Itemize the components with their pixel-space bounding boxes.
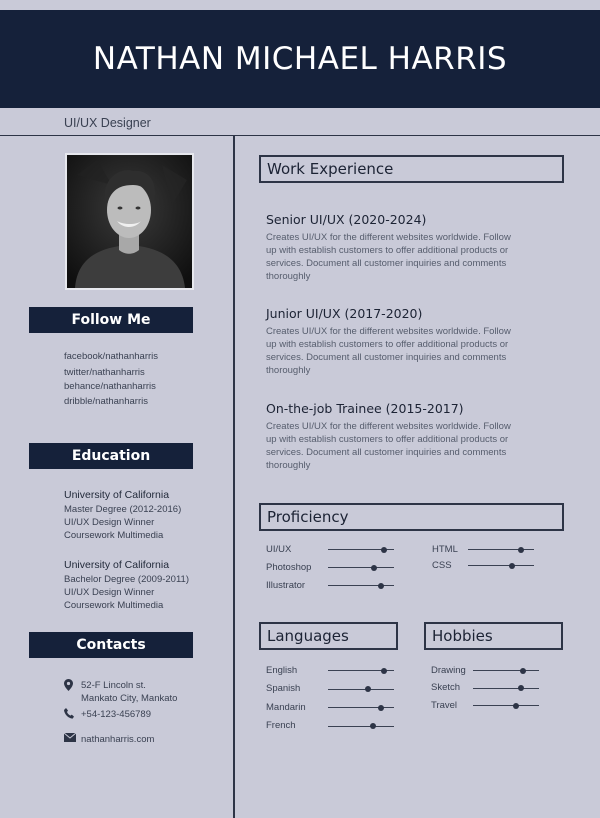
address-line-2: Mankato City, Mankato	[81, 693, 178, 704]
job-title: Junior UI/UX (2017-2020)	[266, 306, 423, 321]
proficiency-title: Proficiency	[259, 503, 564, 531]
skill-level-slider	[328, 707, 394, 708]
skill-name: French	[266, 720, 296, 731]
skill-level-knob	[378, 705, 384, 711]
skill-label	[432, 542, 458, 556]
work-experience-title: Work Experience	[259, 155, 564, 183]
job-role: UI/UX Designer	[64, 116, 151, 130]
skill-level-slider	[468, 549, 534, 550]
skill-label	[266, 663, 297, 677]
skill-level-knob	[371, 565, 377, 571]
skill-level-slider	[328, 689, 394, 690]
envelope-icon	[64, 733, 76, 746]
skill-label	[431, 663, 466, 677]
social-link-behance[interactable]: behance/nathanharris	[64, 381, 156, 392]
skill-level-slider	[328, 567, 394, 568]
job-description-line: services. Document all customer inquiries and comments	[266, 258, 507, 269]
job-description-line: Creates UI/UX for the different websites worldwide. Follow	[266, 421, 511, 432]
top-band	[0, 0, 600, 10]
email-address[interactable]: nathanharris.com	[81, 734, 155, 745]
degree: Bachelor Degree (2009-2011)	[64, 574, 189, 585]
coursework: Coursework Multimedia	[64, 600, 164, 611]
contact-phone	[64, 708, 151, 723]
school-name: University of California	[64, 559, 170, 571]
vertical-divider	[233, 135, 235, 818]
skill-name: Sketch	[431, 682, 461, 693]
skill-level-slider	[473, 670, 539, 671]
contact-address	[64, 679, 177, 705]
skill-label	[431, 698, 457, 712]
skill-level-knob	[365, 686, 371, 692]
job-description-line: up with establish customers to offer additional products or	[266, 339, 509, 350]
skill-name: English	[266, 664, 298, 676]
job-description-line: Creates UI/UX for the different websites worldwide. Follow	[266, 326, 511, 337]
map-pin-icon	[64, 679, 76, 695]
skill-level-slider	[328, 670, 394, 671]
skill-label	[266, 719, 296, 733]
skill-name: Drawing	[431, 664, 466, 676]
job-description-line: thoroughly	[266, 365, 311, 376]
profile-photo	[65, 153, 194, 290]
skill-label	[432, 558, 452, 572]
skill-label	[266, 542, 291, 556]
languages-title: Languages	[259, 622, 398, 650]
skill-name: Mandarin	[266, 701, 306, 713]
phone-number[interactable]: +54-123-456789	[81, 709, 151, 720]
skill-name: CSS	[432, 559, 452, 571]
skill-level-knob	[381, 668, 387, 674]
full-name: NATHAN MICHAEL HARRIS	[92, 41, 508, 77]
skill-level-knob	[518, 547, 524, 553]
skill-level-knob	[381, 547, 387, 553]
job-entry	[266, 401, 526, 472]
degree: Master Degree (2012-2016)	[64, 504, 182, 515]
skill-name: Spanish	[266, 683, 301, 694]
skill-level-slider	[328, 585, 394, 586]
skill-level-knob	[518, 685, 524, 691]
horizontal-divider	[0, 135, 600, 136]
job-entry	[266, 212, 526, 283]
social-link-twitter[interactable]: twitter/nathanharris	[64, 367, 145, 378]
skill-label	[431, 681, 460, 695]
job-entry	[266, 306, 526, 377]
job-description-line: up with establish customers to offer additional products or	[266, 245, 509, 256]
skill-name: Photoshop	[266, 561, 312, 573]
header-banner	[0, 10, 600, 108]
follow-section-title: Follow Me	[29, 307, 193, 333]
address-line-1: 52-F Lincoln st.	[81, 680, 146, 691]
skill-level-knob	[378, 583, 384, 589]
school-name: University of California	[64, 489, 170, 501]
skill-level-knob	[513, 703, 519, 709]
job-description-line: services. Document all customer inquiries and comments	[266, 352, 507, 363]
social-link-facebook[interactable]: facebook/nathanharris	[64, 351, 159, 362]
job-description-line: Creates UI/UX for the different websites worldwide. Follow	[266, 232, 511, 243]
skill-name: UI/UX	[266, 543, 292, 555]
job-description-line: thoroughly	[266, 460, 311, 471]
skill-level-knob	[370, 723, 376, 729]
job-title: On-the-job Trainee (2015-2017)	[266, 401, 464, 416]
education-section-title: Education	[29, 443, 193, 469]
phone-icon	[64, 708, 76, 723]
skill-level-slider	[328, 549, 394, 550]
skill-level-knob	[520, 668, 526, 674]
education-entry	[64, 557, 189, 612]
skill-name: Illustrator	[266, 579, 306, 591]
contacts-section-title: Contacts	[29, 632, 193, 658]
hobbies-title: Hobbies	[424, 622, 563, 650]
award: UI/UX Design Winner	[64, 587, 155, 598]
skill-label	[266, 560, 311, 574]
skill-label	[266, 700, 306, 714]
skill-label	[266, 578, 305, 592]
skill-level-slider	[473, 688, 539, 689]
skill-label	[266, 682, 300, 696]
job-title: Senior UI/UX (2020-2024)	[266, 212, 427, 227]
job-description-line: services. Document all customer inquiries and comments	[266, 447, 507, 458]
skill-level-slider	[473, 705, 539, 706]
coursework: Coursework Multimedia	[64, 530, 164, 541]
skill-level-slider	[468, 565, 534, 566]
skill-level-slider	[328, 726, 394, 727]
job-description-line: thoroughly	[266, 271, 311, 282]
social-link-dribble[interactable]: dribble/nathanharris	[64, 396, 148, 407]
skill-name: Travel	[431, 699, 458, 711]
award: UI/UX Design Winner	[64, 517, 155, 528]
job-description-line: up with establish customers to offer additional products or	[266, 434, 509, 445]
education-entry	[64, 487, 181, 542]
skill-name: HTML	[432, 543, 458, 555]
skill-level-knob	[509, 563, 515, 569]
contact-email	[64, 733, 154, 746]
